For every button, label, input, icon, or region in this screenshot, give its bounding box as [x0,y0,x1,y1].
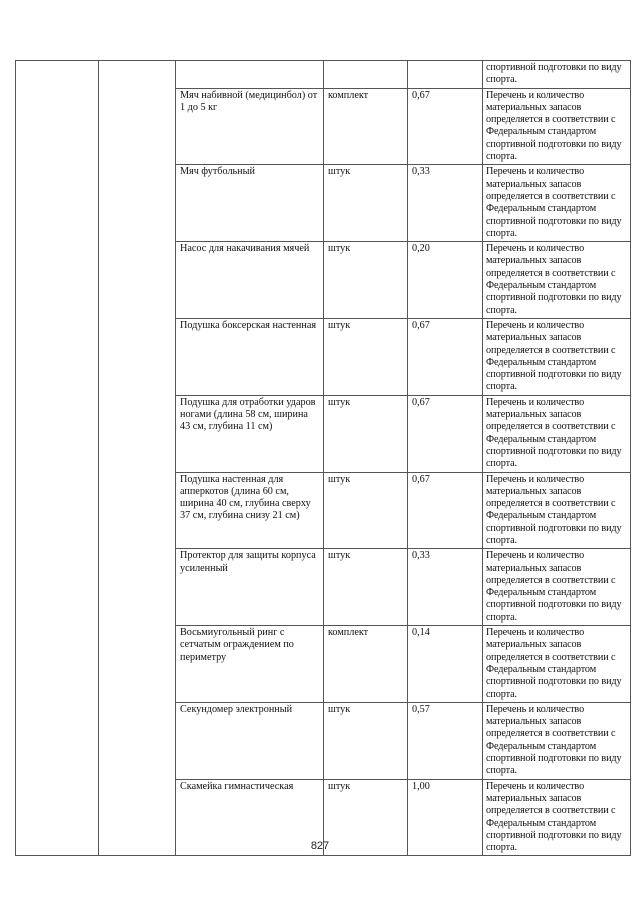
cell-quantity: 1,00 [408,779,483,856]
cell-unit: штук [324,472,408,549]
cell-item-name: Мяч набивной (медицинбол) от 1 до 5 кг [176,88,324,165]
table-row-continued [16,61,631,89]
cell-quantity: 0,57 [408,702,483,779]
cell-quantity: 0,67 [408,318,483,395]
cell-unit [324,61,408,89]
cell-note: Перечень и количество материальных запасов определяется в соответствии с Федеральным стандартом спортивной подготовки по виду спорта. [483,318,631,395]
cell-item-name: Восьмиугольный ринг с сетчатым ограждением по периметру [176,626,324,703]
cell-item-name: Подушка для отработки ударов ногами (длина 58 см, ширина 43 см, глубина 11 см) [176,395,324,472]
cell-quantity: 0,33 [408,549,483,626]
cell-item-name [176,61,324,89]
equipment-table [15,60,631,856]
cell-quantity: 0,20 [408,242,483,319]
cell-note: Перечень и количество материальных запасов определяется в соответствии с Федеральным стандартом спортивной подготовки по виду спорта. [483,779,631,856]
cell-item-name: Подушка боксерская настенная [176,318,324,395]
cell-unit: штук [324,165,408,242]
cell-note: Перечень и количество материальных запасов определяется в соответствии с Федеральным стандартом спортивной подготовки по виду спорта. [483,626,631,703]
cell-unit: комплект [324,626,408,703]
cell-quantity: 0,67 [408,88,483,165]
cell-quantity: 0,33 [408,165,483,242]
cell-item-name: Подушка настенная для апперкотов (длина 60 см, ширина 40 см, глубина сверху 37 см, глубина снизу 21 см) [176,472,324,549]
cell-note: Перечень и количество материальных запасов определяется в соответствии с Федеральным стандартом спортивной подготовки по виду спорта. [483,702,631,779]
cell-note: Перечень и количество материальных запасов определяется в соответствии с Федеральным стандартом спортивной подготовки по виду спорта. [483,395,631,472]
cell-item-name: Протектор для защиты корпуса усиленный [176,549,324,626]
cell-unit: штук [324,318,408,395]
cell-note: Перечень и количество материальных запасов определяется в соответствии с Федеральным стандартом спортивной подготовки по виду спорта. [483,242,631,319]
equipment-table-body [16,61,631,856]
cell-item-name: Скамейка гимнастическая [176,779,324,856]
cell-unit: штук [324,549,408,626]
cell-quantity: 0,14 [408,626,483,703]
cell-unit: штук [324,242,408,319]
document-page [15,60,630,856]
merged-cell-name [99,61,176,856]
cell-unit: штук [324,395,408,472]
cell-note: Перечень и количество материальных запасов определяется в соответствии с Федеральным стандартом спортивной подготовки по виду спорта. [483,472,631,549]
cell-item-name: Секундомер электронный [176,702,324,779]
cell-note: Перечень и количество материальных запасов определяется в соответствии с Федеральным стандартом спортивной подготовки по виду спорта. [483,165,631,242]
cell-note-continued: спортивной подготовки по виду спорта. [483,61,631,89]
cell-unit: комплект [324,88,408,165]
cell-note: Перечень и количество материальных запасов определяется в соответствии с Федеральным стандартом спортивной подготовки по виду спорта. [483,549,631,626]
cell-quantity [408,61,483,89]
page-number: 827 [310,840,330,852]
cell-unit: штук [324,702,408,779]
cell-quantity: 0,67 [408,395,483,472]
cell-item-name: Мяч футбольный [176,165,324,242]
cell-note: Перечень и количество материальных запасов определяется в соответствии с Федеральным стандартом спортивной подготовки по виду спорта. [483,88,631,165]
cell-quantity: 0,67 [408,472,483,549]
cell-item-name: Насос для накачивания мячей [176,242,324,319]
merged-cell-group [16,61,99,856]
cell-unit: штук [324,779,408,856]
